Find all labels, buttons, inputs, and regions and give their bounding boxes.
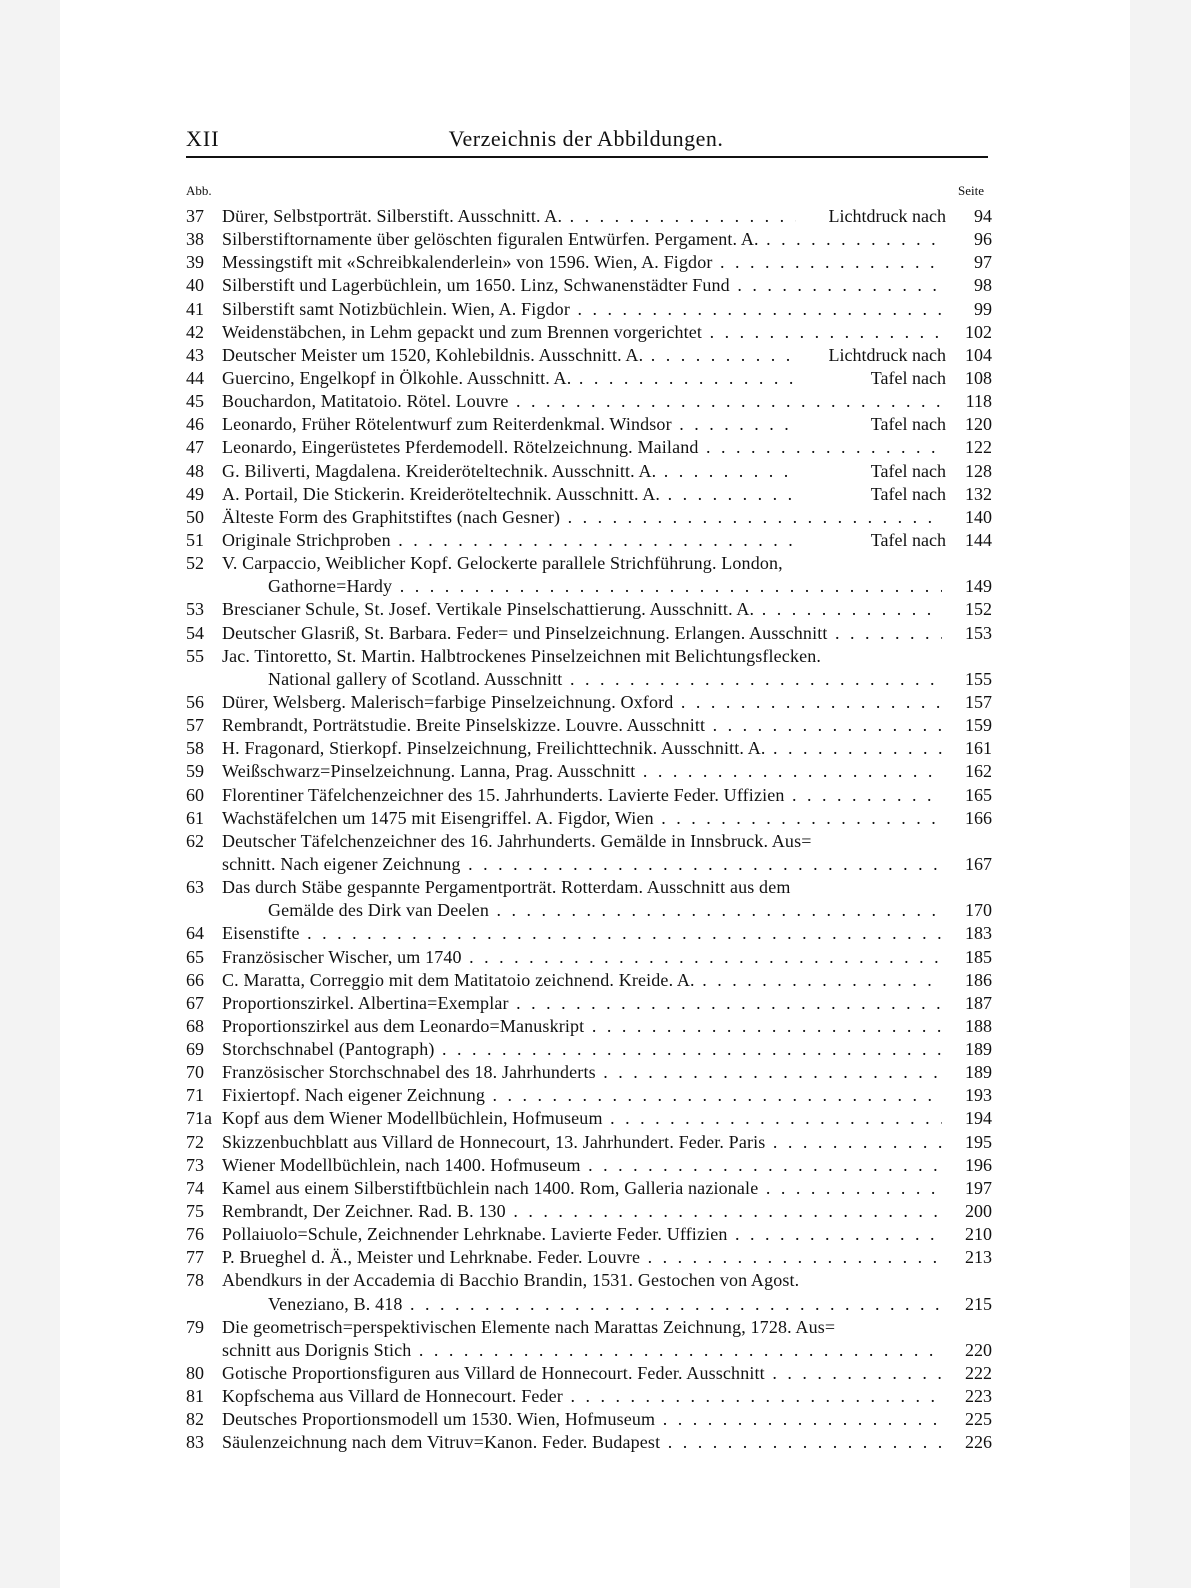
figure-list — [186, 205, 996, 1455]
figure-caption — [268, 1293, 942, 1316]
page-reference: 185 — [965, 946, 992, 967]
caption-text: Gotische Proportionsfiguren aus Villard de Honnecourt. Feder. Ausschnitt — [222, 1363, 765, 1384]
caption-text: schnitt aus Dorignis Stich — [222, 1339, 412, 1360]
page-reference: 186 — [965, 969, 992, 990]
page-number: XII — [186, 126, 220, 151]
figure-number: 58 — [186, 738, 204, 759]
plate-note: Tafel nach — [796, 460, 946, 483]
figure-caption — [222, 1339, 942, 1362]
list-item — [186, 552, 996, 575]
list-item — [186, 1362, 996, 1385]
figure-number: 72 — [186, 1131, 204, 1152]
caption-text: Rembrandt, Porträtstudie. Breite Pinselskizze. Louvre. Ausschnitt — [222, 715, 706, 736]
page-reference: 223 — [965, 1386, 992, 1407]
caption-text: Kopfschema aus Villard de Honnecourt. Feder — [222, 1386, 563, 1407]
page-reference: 96 — [974, 229, 992, 250]
page-reference: 188 — [965, 1015, 992, 1036]
figure-number: 52 — [186, 553, 204, 574]
column-header-page: Seite — [958, 183, 984, 198]
figure-number: 60 — [186, 784, 204, 805]
figure-caption — [222, 691, 942, 714]
caption-text: H. Fragonard, Stierkopf. Pinselzeichnung, Freilichttechnik. Ausschnitt. A. — [222, 738, 766, 759]
list-item — [186, 1316, 996, 1339]
list-item — [186, 645, 996, 668]
list-item — [186, 992, 996, 1015]
figure-caption — [222, 830, 942, 853]
figure-caption — [222, 922, 942, 945]
figure-caption — [222, 298, 942, 321]
figure-caption — [222, 622, 942, 645]
figure-number: 80 — [186, 1363, 204, 1384]
list-item — [186, 1339, 996, 1362]
figure-number: 67 — [186, 992, 204, 1013]
figure-number: 78 — [186, 1270, 204, 1291]
caption-text: P. Brueghel d. Ä., Meister und Lehrknabe. Feder. Louvre — [222, 1247, 641, 1268]
page-reference: 193 — [965, 1085, 992, 1106]
figure-caption — [222, 992, 942, 1015]
list-item — [186, 1154, 996, 1177]
list-item — [186, 668, 996, 691]
list-item — [186, 737, 996, 760]
page-reference: 153 — [965, 622, 992, 643]
figure-caption — [222, 714, 942, 737]
figure-number: 68 — [186, 1015, 204, 1036]
figure-caption — [222, 1084, 942, 1107]
page-reference: 220 — [965, 1339, 992, 1360]
list-item — [186, 506, 996, 529]
caption-text: Die geometrisch=perspektivischen Elemente nach Marattas Zeichnung, 1728. Aus= — [222, 1316, 836, 1337]
page-reference: 213 — [965, 1247, 992, 1268]
list-item — [186, 413, 996, 436]
figure-caption — [268, 668, 942, 691]
figure-number: 70 — [186, 1062, 204, 1083]
list-item — [186, 853, 996, 876]
caption-text: Weißschwarz=Pinselzeichnung. Lanna, Prag. Ausschnitt — [222, 761, 636, 782]
page-reference: 170 — [965, 900, 992, 921]
list-item — [186, 807, 996, 830]
page-reference: 108 — [965, 367, 992, 388]
page-reference: 94 — [974, 206, 992, 226]
list-item — [186, 460, 996, 483]
page-reference: 215 — [965, 1293, 992, 1314]
caption-text: Leonardo, Früher Rötelentwurf zum Reiterdenkmal. Windsor — [222, 414, 672, 435]
figure-caption — [222, 1362, 942, 1385]
list-item — [186, 483, 996, 506]
page-reference: 226 — [965, 1432, 992, 1453]
caption-text: Kopf aus dem Wiener Modellbüchlein, Hofmuseum — [222, 1108, 603, 1129]
figure-number: 74 — [186, 1177, 204, 1198]
caption-text: Deutsches Proportionsmodell um 1530. Wien, Hofmuseum — [222, 1409, 656, 1430]
list-item — [186, 367, 996, 390]
figure-number: 41 — [186, 298, 204, 319]
figure-caption — [222, 1316, 942, 1339]
figure-number: 82 — [186, 1409, 204, 1430]
list-item — [186, 1177, 996, 1200]
figure-number: 50 — [186, 506, 204, 527]
page-reference: 128 — [965, 460, 992, 481]
list-item — [186, 274, 996, 297]
plate-note: Tafel nach — [796, 483, 946, 506]
caption-text: Guercino, Engelkopf in Ölkohle. Ausschnitt. A. — [222, 367, 572, 388]
figure-caption — [222, 1177, 942, 1200]
page-reference: 102 — [965, 321, 992, 342]
caption-text: Älteste Form des Graphitstiftes (nach Gesner) — [222, 506, 561, 527]
figure-number: 48 — [186, 460, 204, 481]
page-reference: 222 — [965, 1363, 992, 1384]
figure-caption — [222, 1131, 942, 1154]
figure-number: 76 — [186, 1224, 204, 1245]
figure-caption — [222, 1015, 942, 1038]
figure-number: 73 — [186, 1154, 204, 1175]
list-item — [186, 876, 996, 899]
figure-number: 62 — [186, 830, 204, 851]
page-reference: 118 — [965, 391, 992, 412]
figure-number: 77 — [186, 1247, 204, 1268]
page-reference: 98 — [974, 275, 992, 296]
figure-caption — [222, 321, 942, 344]
caption-text: Jac. Tintoretto, St. Martin. Halbtrockenes Pinselzeichnen mit Belichtungsflecken. — [222, 645, 822, 666]
caption-text: Deutscher Meister um 1520, Kohlebildnis. Ausschnitt. A. — [222, 344, 644, 365]
caption-text: A. Portail, Die Stickerin. Kreideröteltechnik. Ausschnitt. A. — [222, 483, 661, 504]
page-reference: 195 — [965, 1131, 992, 1152]
figure-caption — [222, 760, 942, 783]
page-reference: 225 — [965, 1409, 992, 1430]
figure-number: 57 — [186, 715, 204, 736]
page-reference: 157 — [965, 691, 992, 712]
plate-note: Tafel nach — [796, 529, 946, 552]
figure-caption — [222, 552, 942, 575]
figure-number: 81 — [186, 1386, 204, 1407]
list-item — [186, 1293, 996, 1316]
list-item — [186, 1200, 996, 1223]
list-item — [186, 830, 996, 853]
figure-number: 59 — [186, 761, 204, 782]
list-item — [186, 714, 996, 737]
caption-text: Gemälde des Dirk van Deelen — [268, 900, 489, 921]
figure-caption — [222, 1385, 942, 1408]
caption-text: Skizzenbuchblatt aus Villard de Honnecourt, 13. Jahrhundert. Feder. Paris — [222, 1131, 766, 1152]
page-reference: 197 — [965, 1177, 992, 1198]
list-item — [186, 1223, 996, 1246]
list-item — [186, 1015, 996, 1038]
list-item — [186, 321, 996, 344]
list-item — [186, 1246, 996, 1269]
page-reference: 200 — [965, 1201, 992, 1222]
figure-caption — [222, 1107, 942, 1130]
caption-text: G. Biliverti, Magdalena. Kreideröteltechnik. Ausschnitt. A. — [222, 460, 657, 481]
list-item — [186, 784, 996, 807]
list-item — [186, 390, 996, 413]
list-item — [186, 228, 996, 251]
list-item — [186, 1408, 996, 1431]
figure-caption — [222, 876, 942, 899]
caption-text: Messingstift mit «Schreibkalenderlein» von 1596. Wien, A. Figdor — [222, 252, 713, 273]
figure-caption — [222, 1408, 942, 1431]
figure-number: 45 — [186, 391, 204, 412]
list-item — [186, 344, 996, 367]
figure-number: 42 — [186, 321, 204, 342]
list-item — [186, 969, 996, 992]
figure-caption — [222, 598, 942, 621]
caption-text: Eisenstifte — [222, 923, 300, 944]
caption-text: Deutscher Glasriß, St. Barbara. Feder= und Pinselzeichnung. Erlangen. Ausschnitt — [222, 622, 828, 643]
figure-number: 39 — [186, 252, 204, 273]
column-header-figure: Abb. — [186, 183, 212, 198]
caption-text: Silberstiftornamente über gelöschten figuralen Entwürfen. Pergament. A. — [222, 229, 759, 250]
page-reference: 194 — [965, 1108, 992, 1129]
figure-caption — [222, 645, 942, 668]
list-item — [186, 1431, 996, 1454]
plate-note: Tafel nach — [796, 367, 946, 390]
list-item — [186, 922, 996, 945]
list-item — [186, 622, 996, 645]
page-reference: 144 — [965, 529, 992, 550]
figure-caption — [222, 251, 942, 274]
caption-text: Säulenzeichnung nach dem Vitruv=Kanon. Feder. Budapest — [222, 1432, 661, 1453]
page-reference: 162 — [965, 761, 992, 782]
figure-number: 53 — [186, 599, 204, 620]
page-reference: 165 — [965, 784, 992, 805]
header-rule — [186, 156, 988, 158]
caption-text: Proportionszirkel. Albertina=Exemplar — [222, 992, 509, 1013]
figure-number: 61 — [186, 807, 204, 828]
figure-number: 51 — [186, 529, 204, 550]
figure-caption — [222, 1431, 942, 1454]
list-item — [186, 691, 996, 714]
list-item — [186, 1107, 996, 1130]
caption-text: Pollaiuolo=Schule, Zeichnender Lehrknabe. Lavierte Feder. Uffizien — [222, 1224, 728, 1245]
figure-number: 64 — [186, 923, 204, 944]
figure-caption — [222, 1038, 942, 1061]
page-reference: 122 — [965, 437, 992, 458]
figure-caption — [222, 946, 942, 969]
list-item — [186, 251, 996, 274]
figure-caption — [222, 436, 942, 459]
figure-number: 75 — [186, 1201, 204, 1222]
list-item — [186, 1131, 996, 1154]
figure-number: 38 — [186, 229, 204, 250]
list-item — [186, 1084, 996, 1107]
page-reference: 161 — [965, 738, 992, 759]
figure-number: 40 — [186, 275, 204, 296]
figure-caption — [222, 1269, 942, 1292]
figure-number: 69 — [186, 1039, 204, 1060]
figure-number: 54 — [186, 622, 204, 643]
list-item — [186, 575, 996, 598]
figure-number: 71 — [186, 1085, 204, 1106]
list-item — [186, 298, 996, 321]
figure-number: 56 — [186, 691, 204, 712]
figure-caption — [222, 274, 942, 297]
caption-text: Originale Strichproben — [222, 529, 391, 550]
list-item — [186, 899, 996, 922]
caption-text: Gathorne=Hardy — [268, 576, 393, 597]
plate-note: Lichtdruck nach — [796, 205, 946, 228]
list-item — [186, 1038, 996, 1061]
caption-text: National gallery of Scotland. Ausschnitt — [268, 668, 563, 689]
figure-caption — [222, 853, 942, 876]
page-reference: 155 — [965, 668, 992, 689]
caption-text: Leonardo, Eingerüstetes Pferdemodell. Rötelzeichnung. Mailand — [222, 437, 699, 458]
caption-text: schnitt. Nach eigener Zeichnung — [222, 853, 461, 874]
list-item — [186, 1385, 996, 1408]
caption-text: Storchschnabel (Pantograph) — [222, 1039, 435, 1060]
list-item — [186, 760, 996, 783]
caption-text: Französischer Storchschnabel des 18. Jahrhunderts — [222, 1062, 596, 1083]
caption-text: Silberstift und Lagerbüchlein, um 1650. Linz, Schwanenstädter Fund — [222, 275, 730, 296]
caption-text: Rembrandt, Der Zeichner. Rad. B. 130 — [222, 1201, 506, 1222]
figure-caption — [268, 575, 942, 598]
page-reference: 152 — [965, 599, 992, 620]
figure-number: 55 — [186, 645, 204, 666]
list-item — [186, 1269, 996, 1292]
caption-text: Bouchardon, Matitatoio. Rötel. Louvre — [222, 391, 509, 412]
figure-caption — [222, 390, 942, 413]
plate-note: Lichtdruck nach — [796, 344, 946, 367]
list-item — [186, 1061, 996, 1084]
figure-number: 66 — [186, 969, 204, 990]
caption-text: Abendkurs in der Accademia di Bacchio Brandin, 1531. Gestochen von Agost. — [222, 1270, 800, 1291]
list-item — [186, 598, 996, 621]
page-reference: 187 — [965, 992, 992, 1013]
figure-caption — [222, 506, 942, 529]
caption-text: Kamel aus einem Silberstiftbüchlein nach 1400. Rom, Galleria nazionale — [222, 1177, 759, 1198]
page-reference: 159 — [965, 715, 992, 736]
caption-text: Wiener Modellbüchlein, nach 1400. Hofmuseum — [222, 1154, 581, 1175]
page-reference: 189 — [965, 1039, 992, 1060]
page-reference: 183 — [965, 923, 992, 944]
caption-text: Veneziano, B. 418 — [268, 1293, 403, 1314]
page-reference: 210 — [965, 1224, 992, 1245]
figure-number: 79 — [186, 1316, 204, 1337]
caption-text: Französischer Wischer, um 1740 — [222, 946, 462, 967]
caption-text: Deutscher Täfelchenzeichner des 16. Jahrhunderts. Gemälde in Innsbruck. Aus= — [222, 830, 812, 851]
plate-note: Tafel nach — [796, 413, 946, 436]
page-reference: 189 — [965, 1062, 992, 1083]
caption-text: Das durch Stäbe gespannte Pergamentporträt. Rotterdam. Ausschnitt aus dem — [222, 877, 791, 898]
caption-text: Wachstäfelchen um 1475 mit Eisengriffel. A. Figdor, Wien — [222, 807, 654, 828]
figure-caption — [222, 1223, 942, 1246]
figure-caption — [222, 737, 942, 760]
list-item — [186, 529, 996, 552]
caption-text: Fixiertopf. Nach eigener Zeichnung — [222, 1085, 486, 1106]
figure-number: 65 — [186, 946, 204, 967]
page-reference: 166 — [965, 807, 992, 828]
page-reference: 99 — [974, 298, 992, 319]
figure-caption — [268, 899, 942, 922]
caption-text: Silberstift samt Notizbüchlein. Wien, A. Figdor — [222, 298, 570, 319]
figure-number: 63 — [186, 877, 204, 898]
caption-text: Weidenstäbchen, in Lehm gepackt und zum Brennen vorgerichtet — [222, 321, 703, 342]
figure-caption — [222, 969, 942, 992]
caption-text: Dürer, Selbstporträt. Silberstift. Ausschnitt. A. — [222, 206, 563, 226]
page-header — [186, 126, 986, 158]
page-title: Verzeichnis der Abbildungen. — [448, 126, 724, 151]
figure-caption — [222, 1246, 942, 1269]
caption-text: Dürer, Welsberg. Malerisch=farbige Pinselzeichnung. Oxford — [222, 691, 674, 712]
figure-caption — [222, 1200, 942, 1223]
figure-number: 37 — [186, 206, 204, 226]
figure-number: 47 — [186, 437, 204, 458]
figure-number: 71a — [186, 1108, 212, 1129]
figure-number: 44 — [186, 367, 204, 388]
caption-text: Florentiner Täfelchenzeichner des 15. Jahrhunderts. Lavierte Feder. Uffizien — [222, 784, 785, 805]
page-reference: 97 — [974, 252, 992, 273]
figure-number: 43 — [186, 344, 204, 365]
page-reference: 196 — [965, 1154, 992, 1175]
list-item — [186, 436, 996, 459]
figure-caption — [222, 807, 942, 830]
page-reference: 120 — [965, 414, 992, 435]
page-reference: 167 — [965, 853, 992, 874]
caption-text: Proportionszirkel aus dem Leonardo=Manuskript — [222, 1015, 585, 1036]
page-reference: 104 — [965, 344, 992, 365]
list-item — [186, 946, 996, 969]
figure-number: 46 — [186, 414, 204, 435]
caption-text: C. Maratta, Correggio mit dem Matitatoio zeichnend. Kreide. A. — [222, 969, 695, 990]
figure-number: 83 — [186, 1432, 204, 1453]
figure-number: 49 — [186, 483, 204, 504]
caption-text: V. Carpaccio, Weiblicher Kopf. Gelockerte parallele Strichführung. London, — [222, 553, 783, 574]
figure-caption — [222, 1154, 942, 1177]
page-reference: 132 — [965, 483, 992, 504]
figure-caption — [222, 784, 942, 807]
figure-caption — [222, 228, 942, 251]
caption-text: Brescianer Schule, St. Josef. Vertikale Pinselschattierung. Ausschnitt. A. — [222, 599, 755, 620]
figure-caption — [222, 1061, 942, 1084]
list-item — [186, 205, 996, 228]
page-reference: 140 — [965, 506, 992, 527]
page-reference: 149 — [965, 576, 992, 597]
